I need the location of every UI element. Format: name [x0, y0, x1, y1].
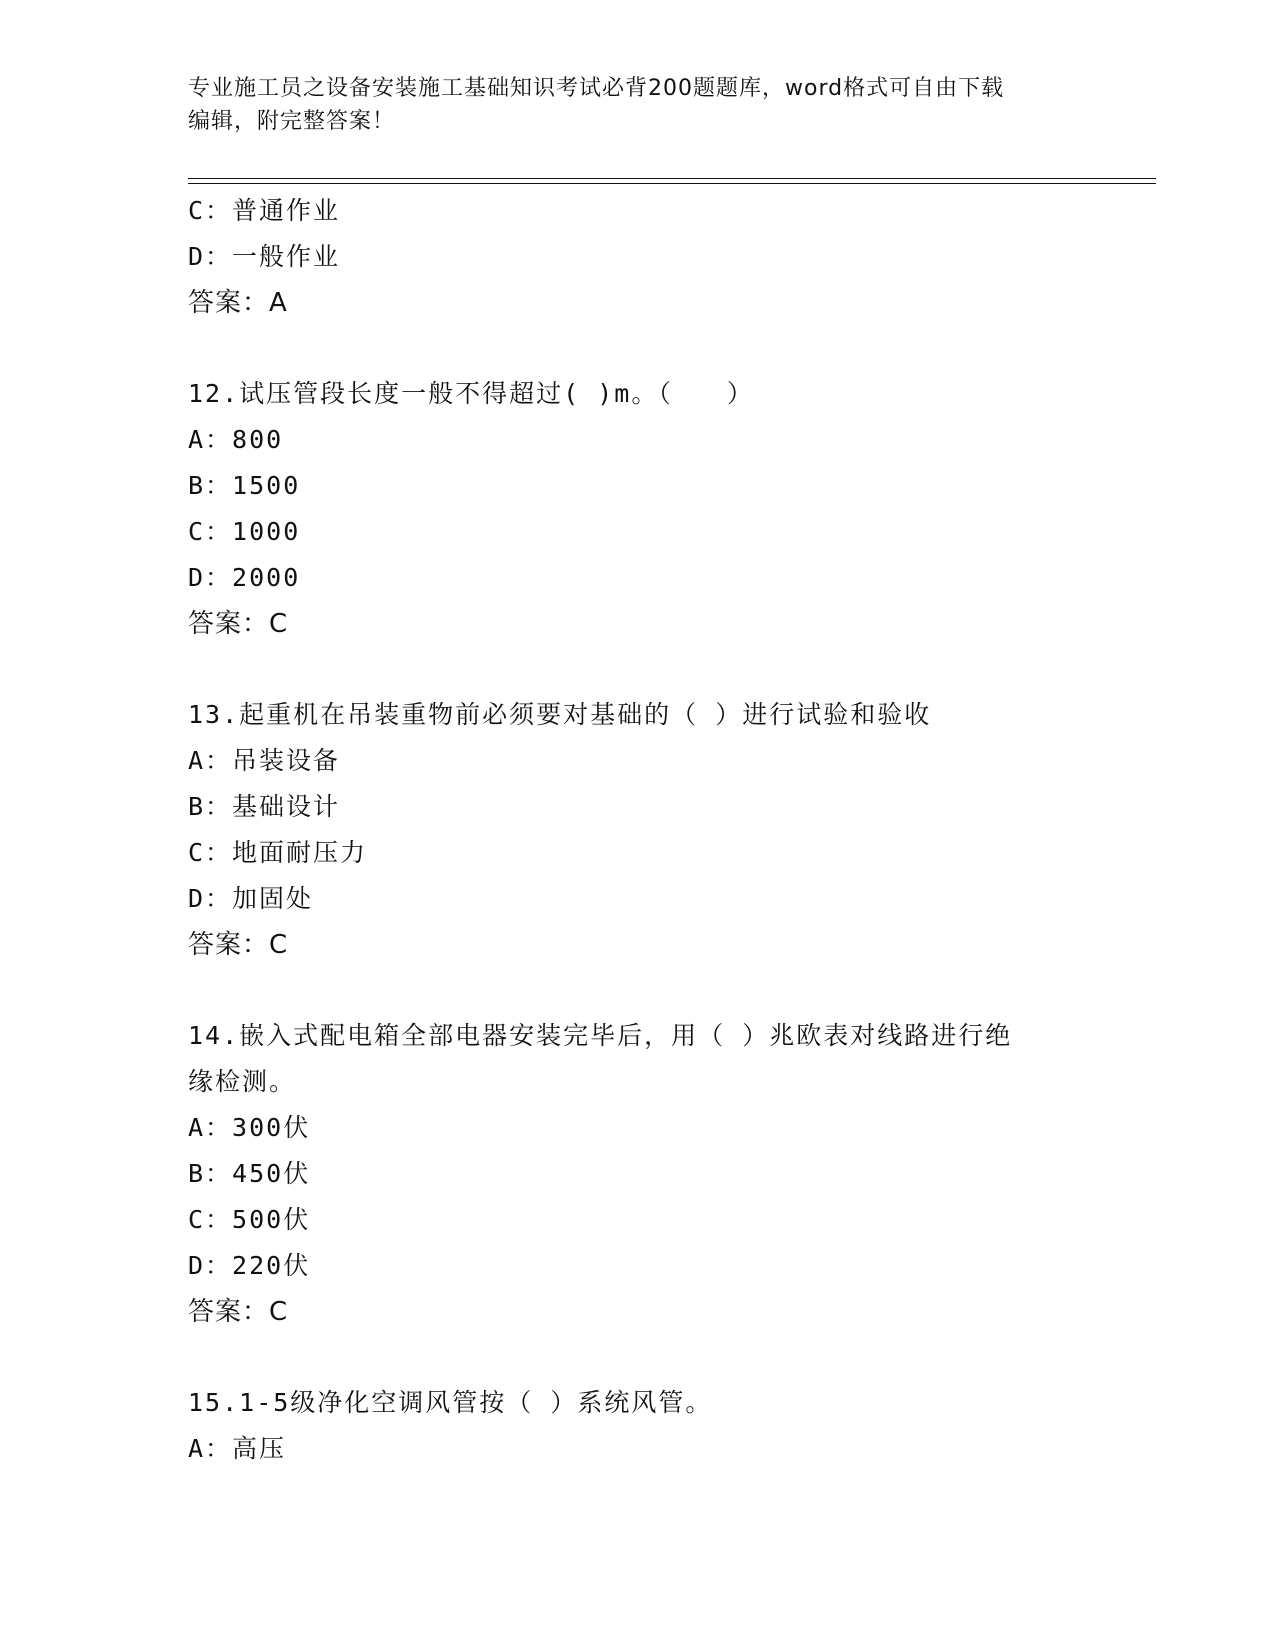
option-d: D：一般作业	[188, 242, 341, 271]
answer: 答案：A	[188, 288, 288, 318]
question-15	[188, 1380, 1088, 1472]
answer: 答案：C	[188, 1297, 289, 1327]
spacer	[188, 647, 1088, 692]
option-c: C：地面耐压力	[188, 838, 368, 867]
option-a: A：300伏	[188, 1113, 311, 1142]
question-12	[188, 371, 1088, 647]
question-stem: 15.1-5级净化空调风管按（ ）系统风管。	[188, 1388, 713, 1417]
spacer	[188, 326, 1088, 371]
option-a: A：吊装设备	[188, 746, 341, 775]
question-stem: 13.起重机在吊装重物前必须要对基础的（ ）进行试验和验收	[188, 700, 932, 729]
question-stem: 12.试压管段长度一般不得超过( )m。（ ）	[188, 379, 754, 408]
question-11-continuation	[188, 188, 1088, 326]
spacer	[188, 1335, 1088, 1380]
option-c: C：普通作业	[188, 196, 341, 225]
header-divider-top	[188, 178, 1156, 179]
option-d: D：2000	[188, 563, 301, 592]
header-title-line-2: 编辑，附完整答案！	[188, 109, 396, 134]
option-b: B：450伏	[188, 1159, 311, 1188]
option-c: C：1000	[188, 517, 301, 546]
option-b: B：1500	[188, 471, 301, 500]
option-a: A：800	[188, 425, 284, 454]
option-a: A：高压	[188, 1434, 287, 1463]
option-c: C：500伏	[188, 1205, 311, 1234]
spacer	[188, 968, 1088, 1013]
question-13	[188, 692, 1088, 968]
question-stem: 14.嵌入式配电箱全部电器安装完毕后，用（ ）兆欧表对线路进行绝	[188, 1021, 1013, 1050]
header-title-line-1: 专业施工员之设备安装施工基础知识考试必背200题题库，word格式可自由下载	[188, 76, 1005, 101]
question-14	[188, 1013, 1088, 1335]
header-divider-bottom	[188, 183, 1156, 184]
answer: 答案：C	[188, 609, 289, 639]
question-list	[188, 188, 1088, 1472]
option-d: D：加固处	[188, 884, 314, 913]
question-stem-continued: 缘检测。	[188, 1067, 297, 1096]
option-d: D：220伏	[188, 1251, 311, 1280]
document-header	[188, 72, 1068, 138]
answer: 答案：C	[188, 930, 289, 960]
option-b: B：基础设计	[188, 792, 341, 821]
